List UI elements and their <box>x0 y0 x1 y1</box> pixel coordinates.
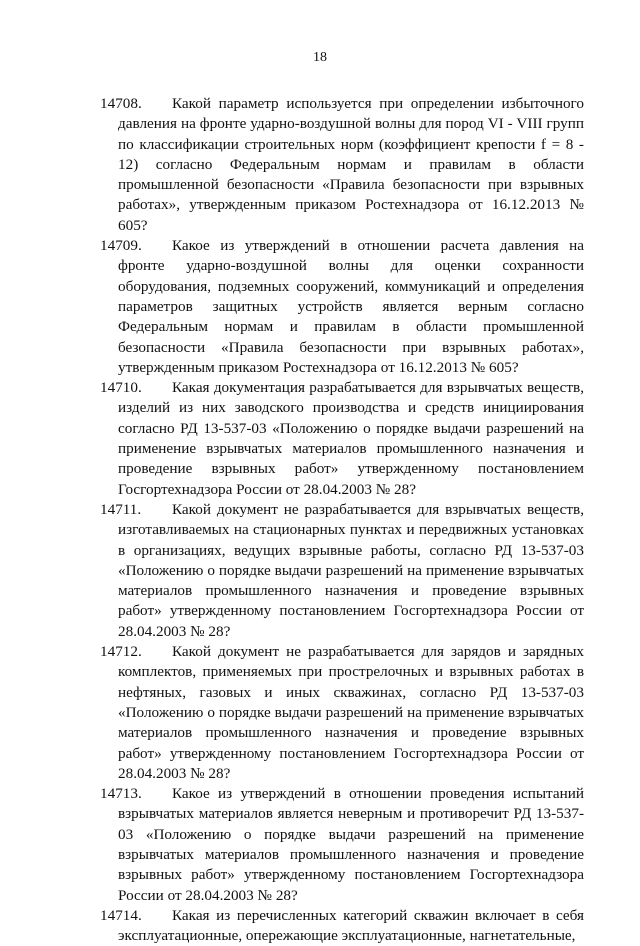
question-number: 14708. <box>100 95 142 112</box>
question-text: Какая из перечисленных категорий скважин включает в себя эксплуатационные, опережающие эксплуатационные, нагнетательные, <box>118 906 584 945</box>
question-text: Какая документация разрабатывается для взрывчатых веществ, изделий из них заводского производства и средств инициирования согласно РД 13-537-03 «Положению о порядке выдачи разрешений на применение взрывчатых материалов промышленного назначения и проведение взрывных работ» утвержденному постановлением Госгортехнадзора России от 28.04.2003 № 28? <box>118 379 584 498</box>
page-number: 18 <box>313 50 327 65</box>
question-item <box>100 94 584 236</box>
question-number: 14712. <box>100 643 142 661</box>
question-item <box>100 236 584 378</box>
question-number: 14714. <box>100 906 142 924</box>
question-item <box>100 784 584 906</box>
question-text: Какое из утверждений в отношении проведения испытаний взрывчатых материалов является неверным и противоречит РД 13-537-03 «Положению о порядке выдачи разрешений на применение взрывчатых материалов промышленного назначения и проведение взрывных работ» утвержденному постановлением Госгортехнадзора России от 28.04.2003 № 28? <box>118 785 584 904</box>
question-list <box>100 94 584 946</box>
question-number: 14713. <box>100 785 142 803</box>
question-number: 14709. <box>100 237 142 255</box>
question-text: Какой документ не разрабатывается для взрывчатых веществ, изготавливаемых на стационарных пунктах и передвижных установках в организациях, ведущих взрывные работы, согласно РД 13-537-03 «Положению о порядке выдачи разрешений на применение взрывчатых материалов промышленного назначения и проведение взрывных работ» утвержденному постановлением Госгортехнадзора России от 28.04.2003 № 28? <box>118 500 584 640</box>
question-number: 14710. <box>100 379 142 397</box>
question-item <box>100 500 584 642</box>
question-text: Какое из утверждений в отношении расчета давления на фронте ударно-воздушной волны для оценки сохранности оборудования, подземных сооружений, коммуникаций и определения параметров защитных устройств является верным согласно Федеральным нормам и правилам в области промышленной безопасности «Правила безопасности при взрывных работах», утвержденным приказом Ростехнадзора от 16.12.2013 № 605? <box>118 237 584 376</box>
question-item <box>100 906 584 946</box>
question-item <box>100 378 584 500</box>
question-text: Какой параметр используется при определении избыточного давления на фронте ударно-воздушной волны для пород VI - VIII групп по классификации строительных норм (коэффициент крепости f = 8 - 12) согласно Федеральным нормам и правилам в области промышленной безопасности «Правила безопасности при взрывных работах», утвержденным приказом Ростехнадзора от 16.12.2013 № 605? <box>118 95 584 234</box>
question-text: Какой документ не разрабатывается для зарядов и зарядных комплектов, применяемых при прострелочных и взрывных работах в нефтяных, газовых и иных скважинах, согласно РД 13-537-03 «Положению о порядке выдачи разрешений на применение взрывчатых материалов промышленного назначения и проведение взрывных работ» утвержденному постановлением Госгортехнадзора России от 28.04.2003 № 28? <box>118 643 584 782</box>
question-number: 14711. <box>100 500 142 518</box>
question-item <box>100 642 584 784</box>
